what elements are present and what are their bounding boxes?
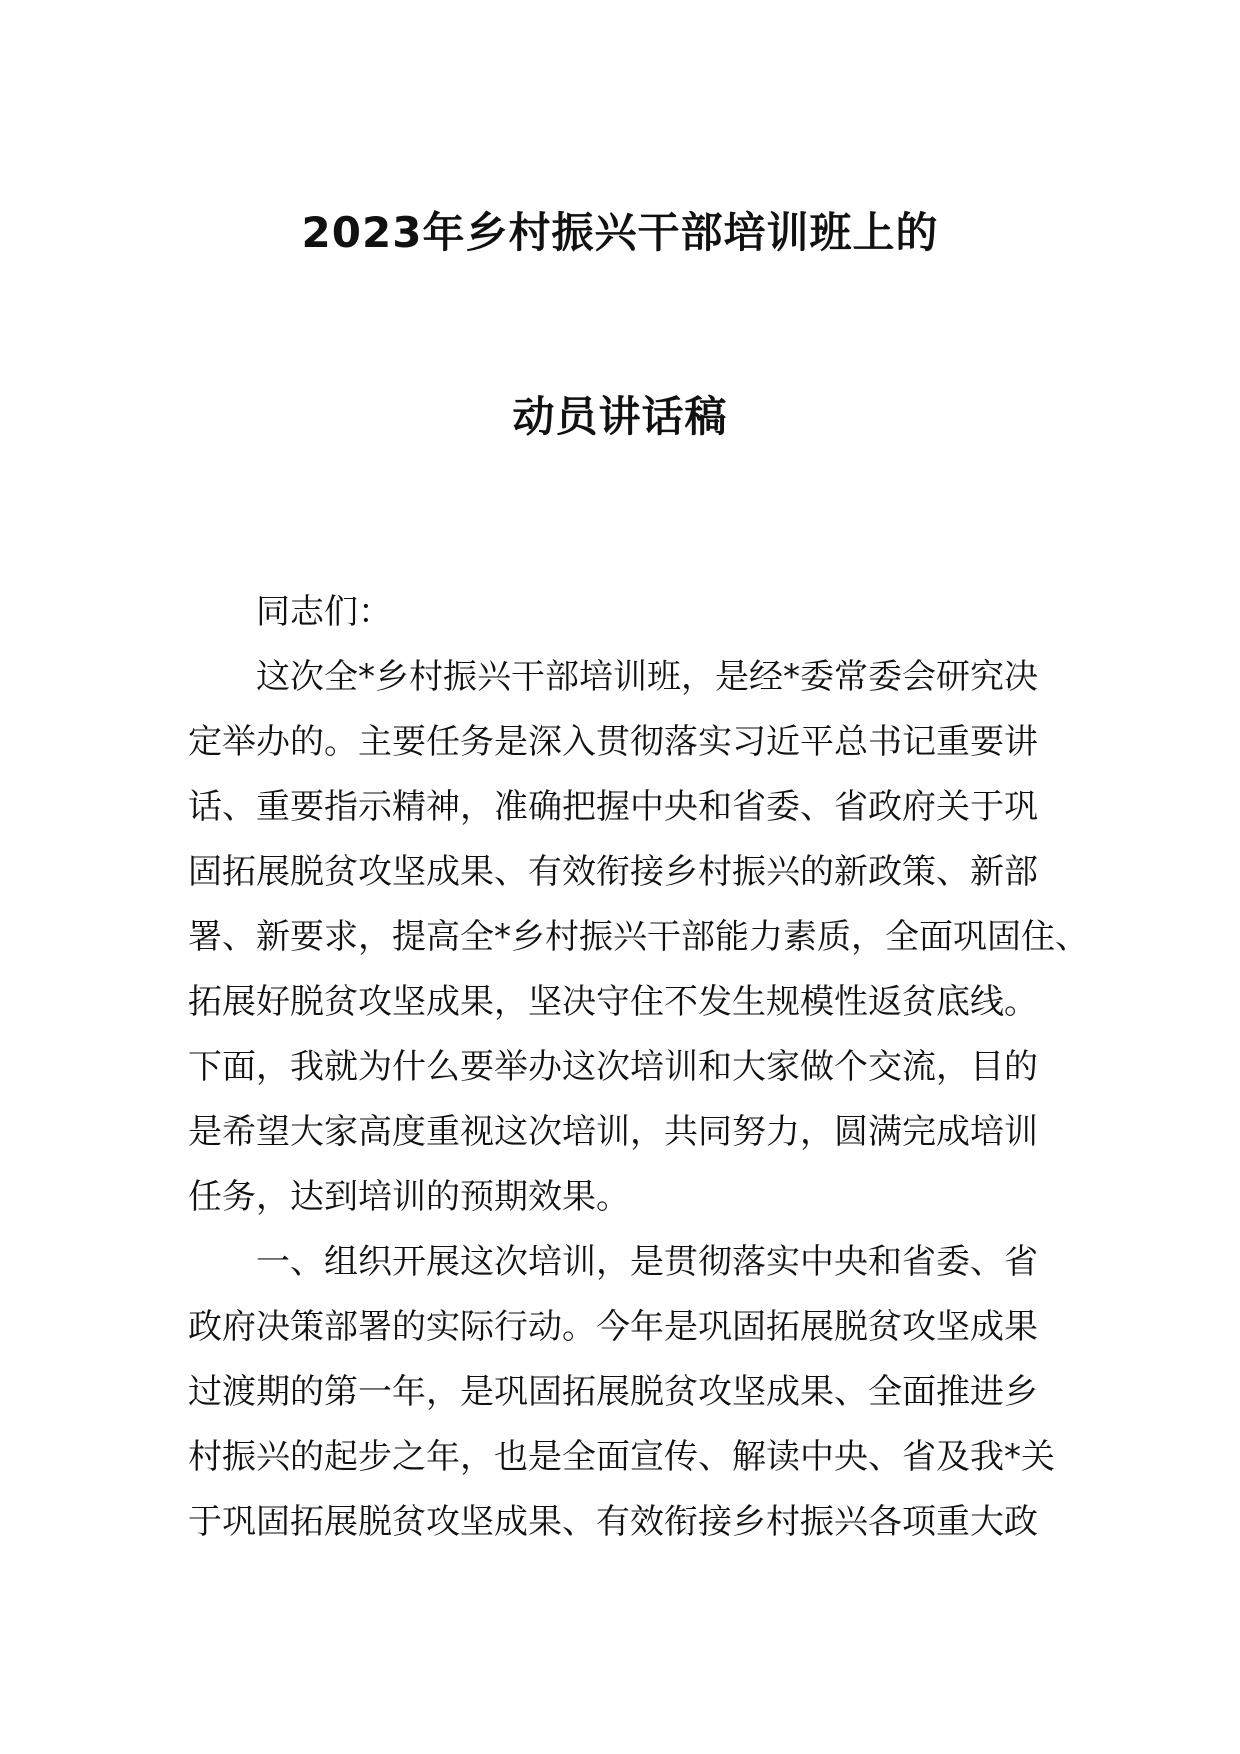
document-title-line-1: 2023年乡村振兴干部培训班上的 [301,208,939,257]
document-body [188,580,1089,1555]
salutation: 同志们： [256,592,392,632]
paragraph-line: 下面，我就为什么要举办这次培训和大家做个交流，目的 [188,1047,1038,1087]
paragraph-line: 拓展好脱贫攻坚成果，坚决守住不发生规模性返贫底线。 [188,982,1038,1022]
paragraph-line: 村振兴的起步之年，也是全面宣传、解读中央、省及我*关 [188,1437,1055,1477]
paragraph-line: 是希望大家高度重视这次培训，共同努力，圆满完成培训 [188,1112,1038,1152]
paragraph-line: 署、新要求，提高全*乡村振兴干部能力素质，全面巩固住、 [188,917,1089,957]
paragraph-line: 过渡期的第一年，是巩固拓展脱贫攻坚成果、全面推进乡 [188,1372,1038,1412]
paragraph-line: 于巩固拓展脱贫攻坚成果、有效衔接乡村振兴各项重大政 [188,1502,1038,1542]
paragraph-line: 话、重要指示精神，准确把握中央和省委、省政府关于巩 [188,787,1038,827]
paragraph-line: 固拓展脱贫攻坚成果、有效衔接乡村振兴的新政策、新部 [188,852,1038,892]
paragraph-line: 政府决策部署的实际行动。今年是巩固拓展脱贫攻坚成果 [188,1307,1038,1347]
paragraph-line: 一、组织开展这次培训，是贯彻落实中央和省委、省 [256,1242,1038,1282]
document-title-line-2: 动员讲话稿 [512,392,728,441]
paragraph-line: 定举办的。主要任务是深入贯彻落实习近平总书记重要讲 [188,722,1038,762]
paragraph-line: 这次全*乡村振兴干部培训班，是经*委常委会研究决 [256,657,1038,697]
paragraph-line: 任务，达到培训的预期效果。 [188,1177,630,1217]
